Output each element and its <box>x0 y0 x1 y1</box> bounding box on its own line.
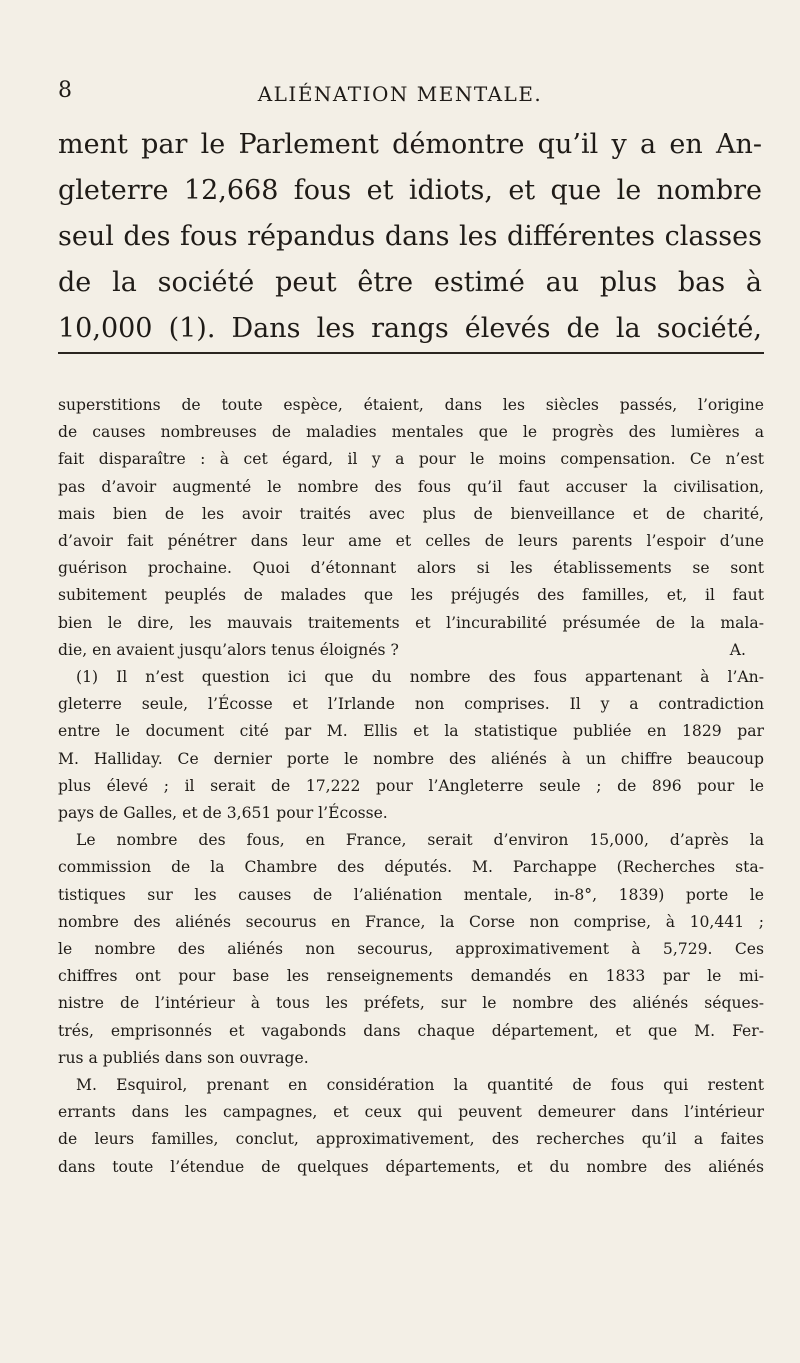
running-title: ALIÉNATION MENTALE. <box>257 82 543 106</box>
footnote-line: bien le dire, les mauvais traitements et l’incurabilité présumée de la mala- <box>58 613 764 632</box>
footnote-line: guérison prochaine. Quoi d’étonnant alors si les établissements se sont <box>58 559 764 578</box>
footnote-line: pas d’avoir augmenté le nombre des fous qu’il faut accuser la civilisation, <box>58 477 764 496</box>
footnote-continuation <box>58 392 764 664</box>
footnote-separator-rule <box>58 352 764 354</box>
footnote-line: commission de la Chambre des députés. M. Parchappe (Recherches sta- <box>58 858 764 877</box>
footnote-line: le nombre des aliénés non secourus, approximativement à 5,729. Ces <box>58 940 764 959</box>
main-text-block <box>58 122 762 352</box>
footnote-line: de causes nombreuses de maladies mentales que le progrès des lumières a <box>58 423 764 442</box>
footnote-line: mais bien de les avoir traités avec plus de bienveillance et de charité, <box>58 504 764 523</box>
footnote-line: M. Halliday. Ce dernier porte le nombre des aliénés à un chiffre beaucoup <box>58 749 764 768</box>
footnote-line: d’avoir fait pénétrer dans leur ame et celles de leurs parents l’espoir d’une <box>58 532 764 551</box>
footnote-line: gleterre seule, l’Écosse et l’Irlande non comprises. Il y a contradiction <box>58 695 764 714</box>
footnote-line: chiffres ont pour base les renseignements demandés en 1833 par le mi- <box>58 967 764 986</box>
page-number: 8 <box>58 78 72 103</box>
footnote-line: dans toute l’étendue de quelques départements, et du nombre des aliénés <box>58 1157 764 1176</box>
footnote-line: nistre de l’intérieur à tous les préfets, sur le nombre des aliénés séques- <box>58 994 764 1013</box>
footnote-line: entre le document cité par M. Ellis et la statistique publiée en 1829 par <box>58 722 764 741</box>
footnote-line: (1) Il n’est question ici que du nombre des fous appartenant à l’An- <box>76 668 764 687</box>
footnote-paragraph-esquirol <box>58 1072 764 1181</box>
footnote-line: subitement peuplés de malades que les préjugés des familles, et, il faut <box>58 586 764 605</box>
main-text-line: de la société peut être estimé au plus bas à <box>58 267 762 298</box>
footnotes-block <box>58 392 764 1181</box>
main-text-line: gleterre 12,668 fous et idiots, et que le nombre <box>58 175 762 206</box>
footnote-line: trés, emprisonnés et vagabonds dans chaque département, et que M. Fer- <box>58 1021 764 1040</box>
footnote-line: die, en avaient jusqu’alors tenus éloignés ? <box>58 640 399 659</box>
main-text-line: seul des fous répandus dans les différentes classes <box>58 221 762 252</box>
footnote-line: tistiques sur les causes de l’aliénation mentale, in-8°, 1839) porte le <box>58 885 764 904</box>
footnote-line: rus a publiés dans son ouvrage. <box>58 1048 309 1067</box>
footnote-line: de leurs familles, conclut, approximativement, des recherches qu’il a faites <box>58 1130 764 1149</box>
author-signature: A. <box>729 640 746 659</box>
main-text-line: ment par le Parlement démontre qu’il y a en An- <box>58 129 762 160</box>
footnote-line: errants dans les campagnes, et ceux qui peuvent demeurer dans l’intérieur <box>58 1103 764 1122</box>
footnote-line: Le nombre des fous, en France, serait d’environ 15,000, d’après la <box>76 831 764 850</box>
footnote-line: nombre des aliénés secourus en France, la Corse non comprise, à 10,441 ; <box>58 912 764 931</box>
footnote-line: pays de Galles, et de 3,651 pour l’Écosse. <box>58 804 388 823</box>
footnote-paragraph-france <box>58 827 764 1072</box>
footnote-line: superstitions de toute espèce, étaient, dans les siècles passés, l’origine <box>58 396 764 414</box>
footnote-line: fait disparaître : à cet égard, il y a pour le moins compensation. Ce n’est <box>58 450 764 469</box>
footnote-1 <box>58 664 764 827</box>
footnote-line: M. Esquirol, prenant en considération la quantité de fous qui restent <box>76 1076 764 1095</box>
main-text-line: 10,000 (1). Dans les rangs élevés de la société, <box>58 313 762 344</box>
footnote-last-line-row <box>58 637 764 664</box>
footnote-line: plus élevé ; il serait de 17,222 pour l’Angleterre seule ; de 896 pour le <box>58 776 764 795</box>
